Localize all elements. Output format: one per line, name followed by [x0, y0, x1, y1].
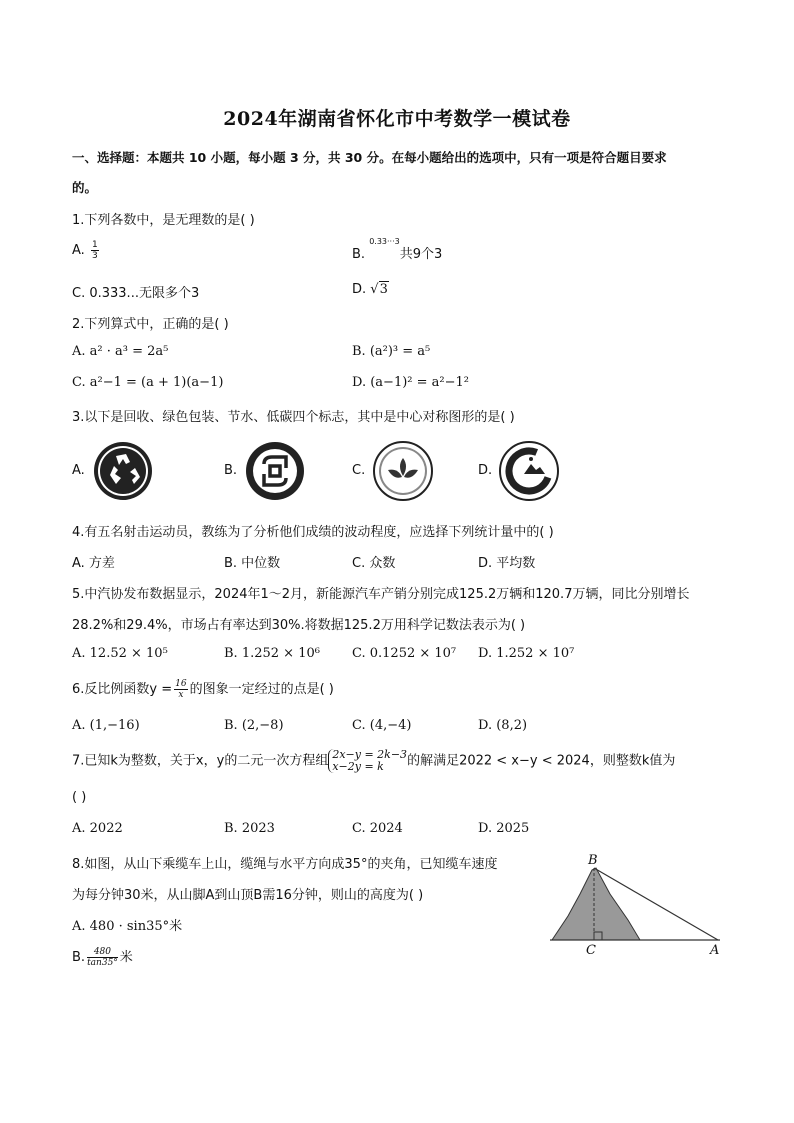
- water-saving-logo-icon: [372, 440, 434, 502]
- q7-stem-prefix: 7.已知k为整数，关于x，y的二元一次方程组: [72, 753, 329, 769]
- question-4-option-d: D. 平均数: [478, 556, 536, 571]
- question-6-option-c: C. (4,−4): [352, 718, 412, 733]
- question-4-stem: 4.有五名射击运动员，教练为了分析他们成绩的波动程度，应选择下列统计量中的( ): [72, 525, 554, 540]
- question-2-option-c: C. a²−1 = (a + 1)(a−1): [72, 375, 224, 390]
- question-5-option-b: B. 1.252 × 10⁶: [224, 646, 320, 661]
- question-4-option-c: C. 众数: [352, 556, 396, 571]
- fraction-denominator: tan35°: [87, 958, 118, 968]
- question-3-option-a: A.: [72, 463, 85, 478]
- equation-system: [328, 749, 407, 773]
- question-4-option-b: B. 中位数: [224, 556, 281, 571]
- question-7-option-a: A. 2022: [72, 821, 123, 836]
- page-title: 2024年湖南省怀化市中考数学一模试卷: [223, 108, 571, 130]
- fraction-numerator: 16: [175, 679, 187, 689]
- low-carbon-logo-icon: [498, 440, 560, 502]
- point-b-label: B: [588, 853, 598, 868]
- question-2-stem: 2.下列算式中，正确的是( ): [72, 317, 229, 332]
- question-1-option-c: C. 0.333...无限多个3: [72, 286, 200, 301]
- option-b-text: 共9个3: [399, 247, 443, 262]
- option-b-unit: 米: [119, 950, 133, 965]
- question-7-option-c: C. 2024: [352, 821, 403, 836]
- question-6-option-d: D. (8,2): [478, 718, 528, 733]
- question-8-line2: 为每分钟30米，从山脚A到山顶B需16分钟，则山的高度为( ): [72, 888, 424, 903]
- question-2-option-a: A. a² · a³ = 2a⁵: [72, 344, 169, 359]
- question-7-stem: [72, 749, 675, 773]
- fraction-numerator: 480: [87, 947, 118, 958]
- question-8-line1: 8.如图，从山下乘缆车上山，缆绳与水平方向成35°的夹角，已知缆车速度: [72, 857, 498, 872]
- question-5-line2: 28.2%和29.4%，市场占有率达到30%.将数据125.2万用科学记数法表示为( ): [72, 618, 526, 633]
- question-6-stem: [72, 678, 334, 700]
- section-heading-line2: 的。: [72, 180, 98, 195]
- section-heading-line1: 一、选择题：本题共 10 小题，每小题 3 分，共 30 分。在每小题给出的选项中，只有一项是符合题目要求: [72, 150, 667, 165]
- green-packaging-logo-icon: [244, 440, 306, 502]
- question-5-option-d: D. 1.252 × 10⁷: [478, 646, 575, 661]
- q7-stem-suffix: 的解满足2022 < x−y < 2024，则整数k值为: [407, 753, 676, 769]
- option-a-label: A.: [72, 243, 85, 258]
- question-8-option-b: [72, 946, 133, 968]
- question-8-option-a: A. 480 · sin35°米: [72, 919, 183, 934]
- question-7-option-d: D. 2025: [478, 821, 530, 836]
- question-3-stem: 3.以下是回收、绿色包装、节水、低碳四个标志，其中是中心对称图形的是( ): [72, 410, 515, 425]
- question-3-option-d: D.: [478, 463, 493, 478]
- question-3-option-b: B.: [224, 463, 238, 478]
- question-1-stem: 1.下列各数中，是无理数的是( ): [72, 213, 255, 228]
- question-6-option-a: A. (1,−16): [72, 718, 140, 733]
- question-1-option-d: [352, 282, 389, 297]
- repeating-decimal: 0.33···3: [369, 237, 400, 246]
- fraction-numerator: 1: [91, 240, 98, 250]
- option-d-label: D.: [352, 282, 367, 297]
- question-1-option-b: [352, 237, 442, 262]
- question-2-option-b: B. (a²)³ = a⁵: [352, 344, 431, 359]
- sqrt-symbol: √3: [370, 282, 388, 297]
- question-5-line1: 5.中汽协发布数据显示，2024年1～2月，新能源汽车产销分别完成125.2万辆和120.7万辆，同比分别增长: [72, 587, 690, 602]
- point-c-label: C: [586, 943, 596, 958]
- question-1-option-a: [72, 240, 101, 261]
- question-5-option-c: C. 0.1252 × 10⁷: [352, 646, 457, 661]
- fraction-denominator: x: [178, 690, 184, 700]
- question-2-option-d: D. (a−1)² = a²−1²: [352, 375, 469, 390]
- fraction-denominator: 3: [91, 251, 98, 261]
- question-5-option-a: A. 12.52 × 10⁵: [72, 646, 168, 661]
- option-b-label: B.: [352, 247, 366, 262]
- equation-2: x−2y = k: [332, 760, 384, 773]
- recycle-logo-icon: [92, 440, 154, 502]
- question-4-option-a: A. 方差: [72, 556, 115, 571]
- mountain-cable-diagram: [540, 850, 730, 960]
- q6-stem-prefix: 6.反比例函数y =: [72, 682, 173, 697]
- question-7-option-b: B. 2023: [224, 821, 275, 836]
- option-b-label: B.: [72, 950, 86, 965]
- equation-1: 2x−y = 2k−3: [332, 748, 408, 761]
- q6-stem-suffix: 的图象一定经过的点是( ): [189, 682, 334, 697]
- question-3-option-c: C.: [352, 463, 366, 478]
- question-7-line2: ( ): [72, 790, 87, 805]
- radicand: 3: [379, 282, 388, 297]
- question-6-option-b: B. (2,−8): [224, 718, 284, 733]
- point-a-label: A: [710, 943, 720, 958]
